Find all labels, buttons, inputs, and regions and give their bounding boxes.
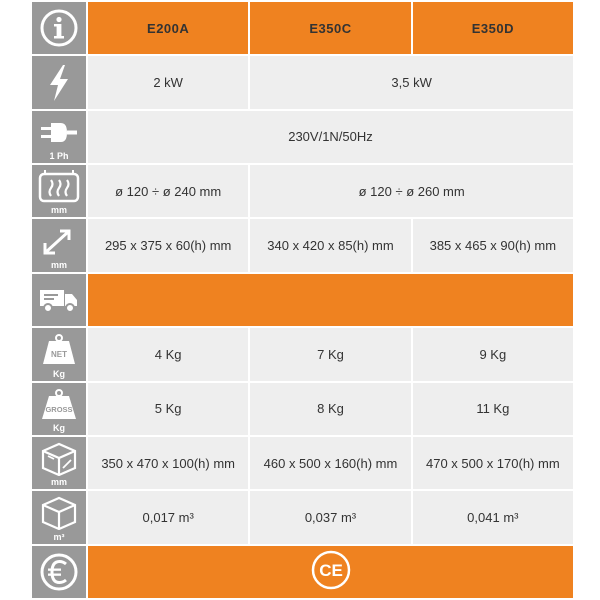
gross-weight-icon-label: Kg [53, 422, 65, 433]
model-header-e200a: E200A [88, 2, 248, 54]
box-dimensions-icon [39, 442, 79, 476]
gross-weight-e350c: 8 Kg [250, 383, 410, 435]
spec-table [30, 0, 575, 600]
plate-diameter-icon-label: mm [50, 205, 67, 216]
net-weight-e350c: 7 Kg [250, 328, 410, 380]
gross-weight-icon-cell [32, 383, 86, 435]
package-volume-row [32, 491, 573, 543]
info-icon [39, 8, 79, 48]
power-icon-cell [32, 56, 86, 108]
plate-diameter-row [32, 165, 573, 217]
lightning-icon [44, 63, 74, 103]
supply-row [32, 111, 573, 163]
power-value-e200a: 2 kW [88, 56, 248, 108]
model-header-e350d: E350D [413, 2, 573, 54]
supply-value: 230V/1N/50Hz [88, 111, 573, 163]
net-weight-icon [39, 334, 79, 366]
net-weight-e350d: 9 Kg [413, 328, 573, 380]
plate-diameter-e200a: ø 120 ÷ ø 240 mm [88, 165, 248, 217]
shipping-band [88, 274, 573, 326]
certification-band [88, 546, 573, 598]
ce-mark-text: CE [318, 561, 343, 581]
package-dimensions-e350c: 460 x 500 x 160(h) mm [250, 437, 410, 489]
price-icon-cell [32, 546, 86, 598]
supply-icon-cell [32, 111, 86, 163]
gross-weight-icon-text: GROSS [45, 404, 73, 414]
net-weight-icon-text: NET [51, 350, 67, 360]
delivery-truck-icon [38, 285, 80, 315]
dimensions-e350c: 340 x 420 x 85(h) mm [250, 219, 410, 271]
shipping-icon-cell [32, 274, 86, 326]
plug-icon [39, 117, 79, 149]
supply-icon-label: 1 Ph [49, 151, 69, 162]
box-volume-icon [39, 496, 79, 530]
dimensions-icon-cell [32, 219, 86, 271]
price-row [32, 546, 573, 598]
diagonal-arrows-icon [41, 227, 77, 257]
package-dimensions-e350d: 470 x 500 x 170(h) mm [413, 437, 573, 489]
dimensions-e350d: 385 x 465 x 90(h) mm [413, 219, 573, 271]
package-dimensions-icon-label: mm [50, 477, 67, 488]
dimensions-icon-label: mm [50, 259, 67, 270]
package-volume-icon-label: m³ [53, 531, 65, 542]
power-value-e350: 3,5 kW [250, 56, 573, 108]
gross-weight-e200a: 5 Kg [88, 383, 248, 435]
package-dimensions-icon-cell [32, 437, 86, 489]
info-icon-cell [32, 2, 86, 54]
net-weight-icon-label: Kg [53, 368, 65, 379]
gross-weight-icon [39, 389, 79, 421]
gross-weight-e350d: 11 Kg [413, 383, 573, 435]
plate-diameter-e350: ø 120 ÷ ø 260 mm [250, 165, 573, 217]
ce-mark-icon [310, 549, 352, 591]
net-weight-icon-cell [32, 328, 86, 380]
net-weight-row [32, 328, 573, 380]
model-header-e350c: E350C [250, 2, 410, 54]
package-dimensions-e200a: 350 x 470 x 100(h) mm [88, 437, 248, 489]
euro-icon [39, 552, 79, 592]
shipping-row [32, 274, 573, 326]
package-volume-e350d: 0,041 m³ [413, 491, 573, 543]
dimensions-e200a: 295 x 375 x 60(h) mm [88, 219, 248, 271]
package-dimensions-row [32, 437, 573, 489]
plate-diameter-icon-cell [32, 165, 86, 217]
heater-plate-icon [37, 170, 81, 204]
package-volume-e200a: 0,017 m³ [88, 491, 248, 543]
package-volume-e350c: 0,037 m³ [250, 491, 410, 543]
net-weight-e200a: 4 Kg [88, 328, 248, 380]
package-volume-icon-cell [32, 491, 86, 543]
header-row [32, 2, 573, 54]
dimensions-row [32, 219, 573, 271]
gross-weight-row [32, 383, 573, 435]
power-row [32, 56, 573, 108]
